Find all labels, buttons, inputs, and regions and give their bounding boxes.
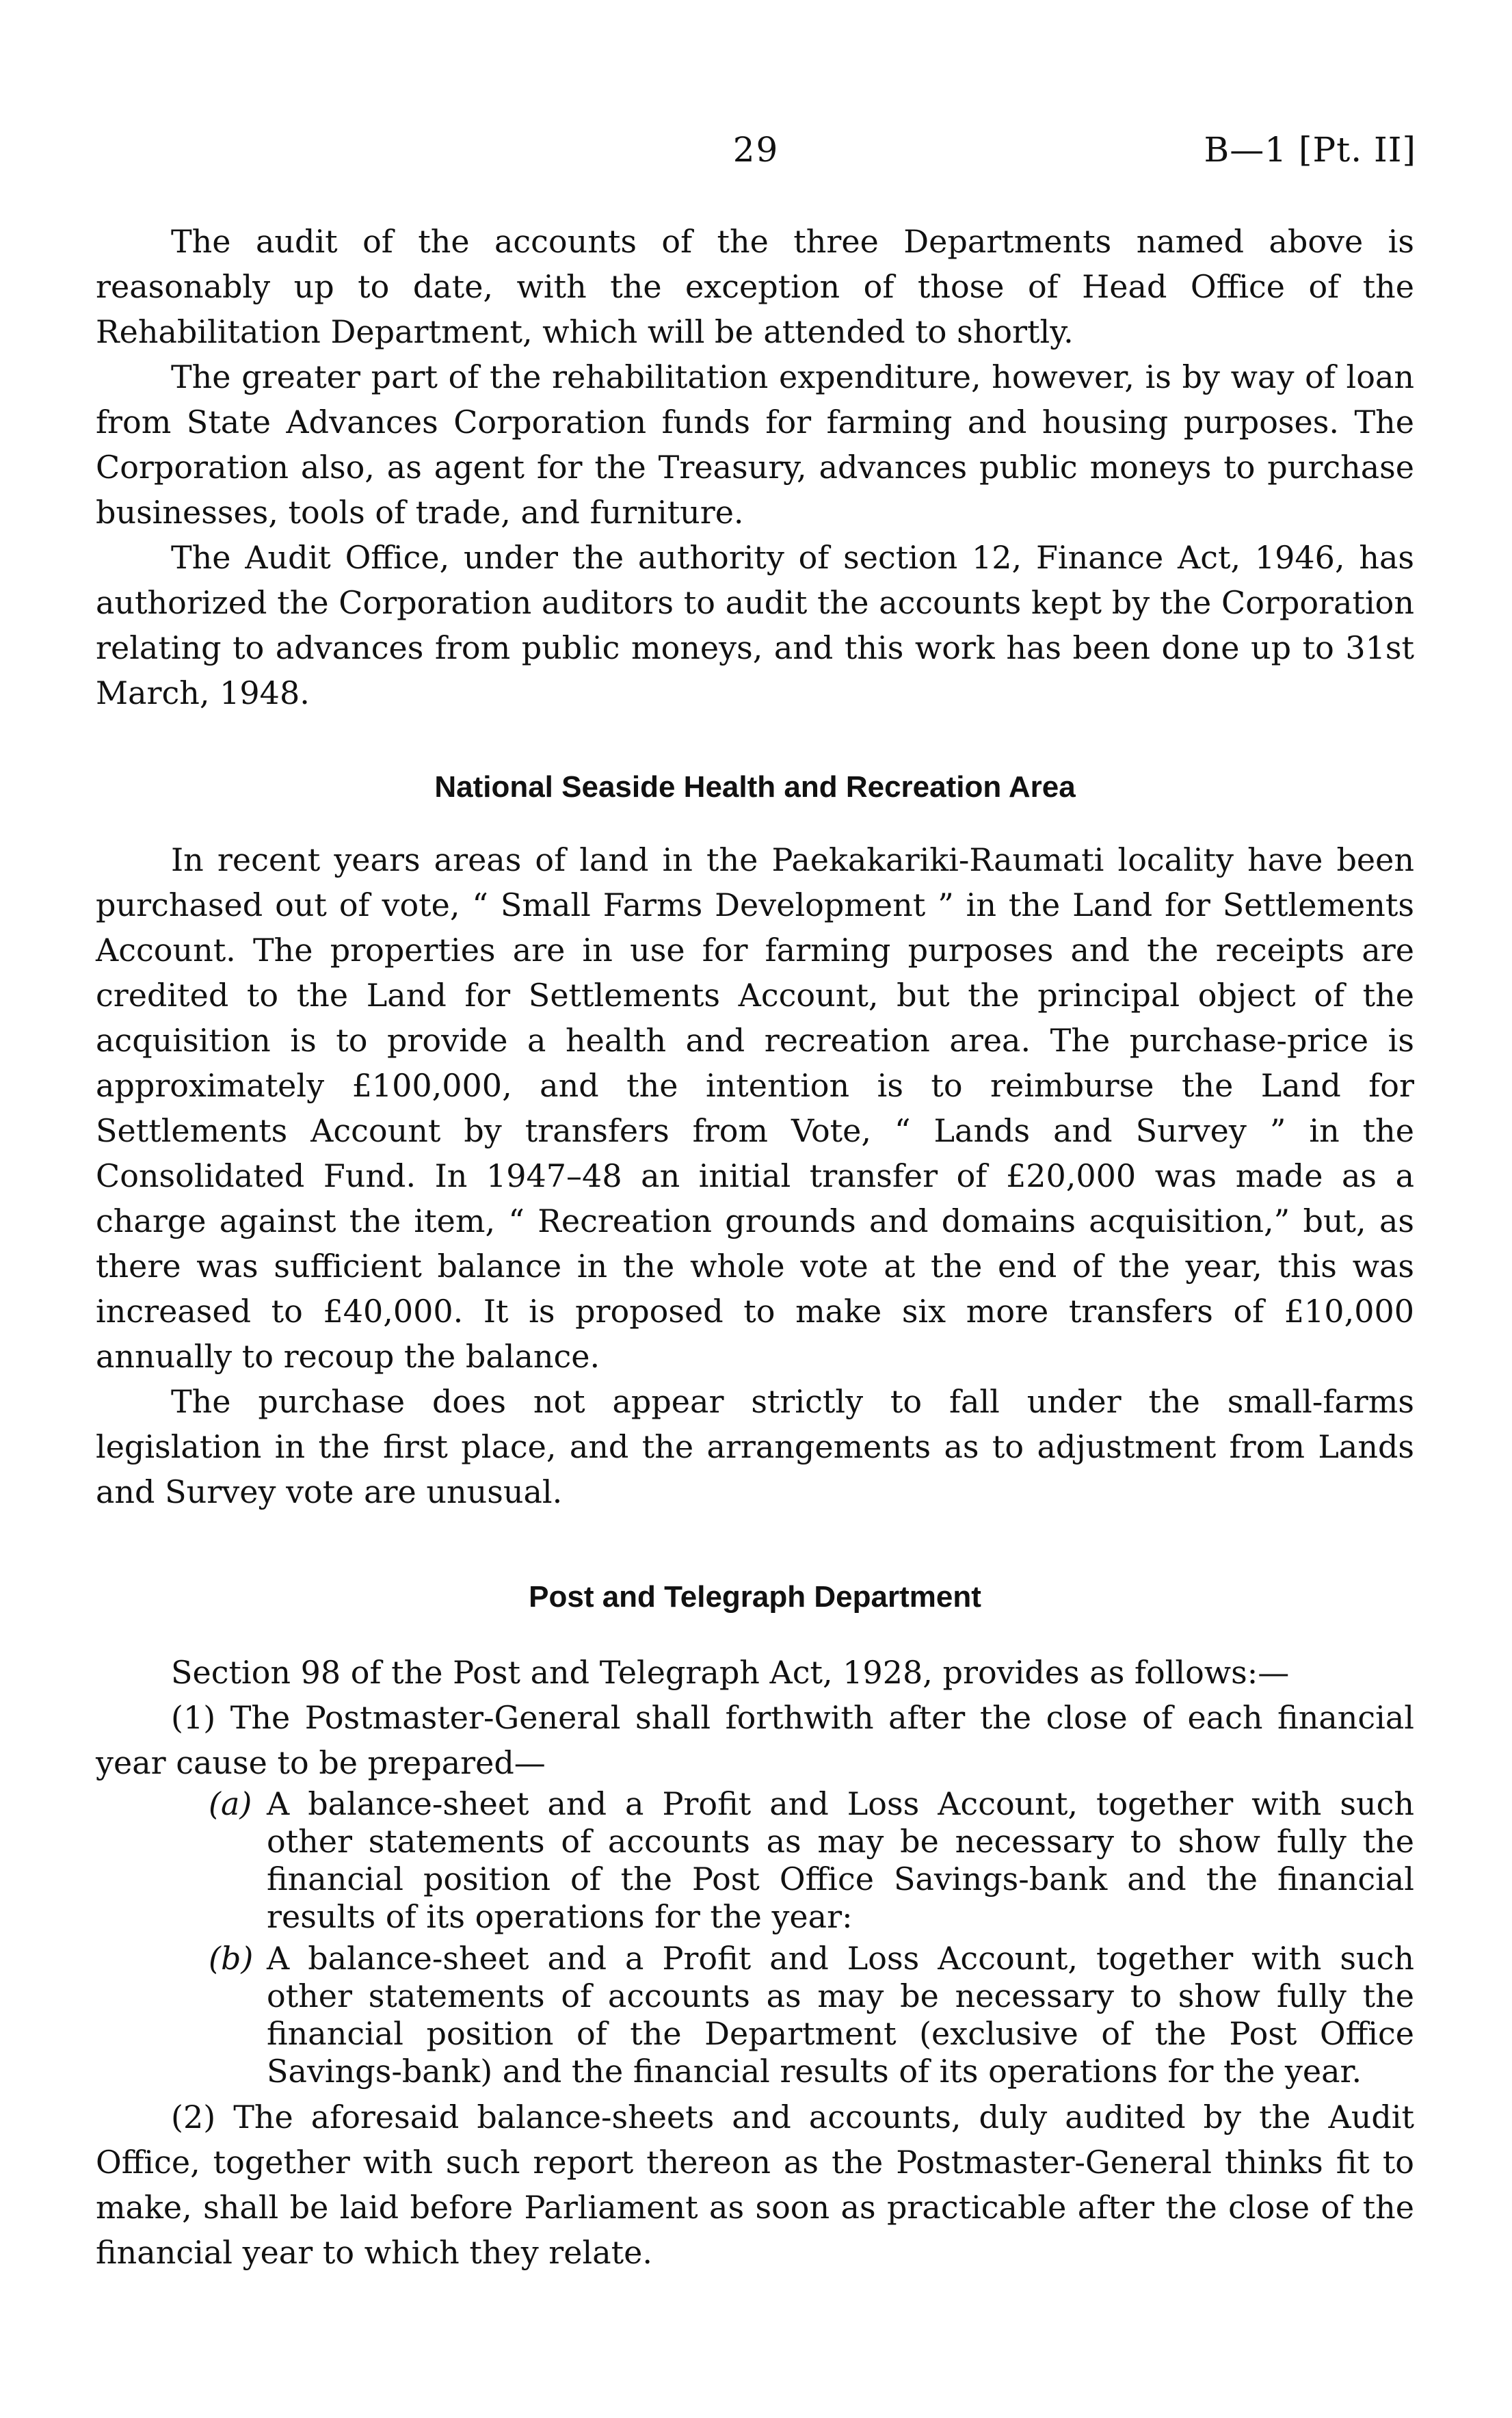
document-body	[96, 219, 1414, 2275]
subclause-b	[96, 1940, 1414, 2090]
page-header	[96, 130, 1416, 178]
page-number: 29	[732, 130, 780, 170]
subclause-a-text: A balance-sheet and a Profit and Loss Account, together with such other statements of accounts as may be necessary to show fully the financial position of the Post Office Savings-bank and the financial results of its operations for the year:	[267, 1785, 1414, 1935]
paragraph: In recent years areas of land in the Paekakariki-Raumati locality have been purchased out of vote, “ Small Farms Development ” in the Land for Settlements Account. The properties are in use for farming purposes and the receipts are credited to the Land for Settlements Account, but the principal object of the acquisition is to provide a health and recreation area. The purchase-price is approximately £100,000, and the intention is to reimburse the Land for Settlements Account by transfers from Vote, “ Lands and Survey ” in the Consolidated Fund. In 1947–48 an initial transfer of £20,000 was made as a charge against the item, “ Recreation grounds and domains acquisition,” but, as there was sufficient balance in the whole vote at the end of the year, this was increased to £40,000. It is proposed to make six more transfers of £10,000 annually to recoup the balance.	[96, 841, 1414, 1375]
paragraph: The Audit Office, under the authority of section 12, Finance Act, 1946, has authorized the Corporation auditors to audit the accounts kept by the Corporation relating to advances from public moneys, and this work has been done up to 31st March, 1948.	[96, 539, 1414, 711]
running-head: B—1 [Pt. II]	[1204, 130, 1416, 170]
subclause-a	[96, 1785, 1414, 1936]
paragraph: The purchase does not appear strictly to fall under the small-farms legislation in the first place, and the arrangements as to adjustment from Lands and Survey vote are unusual.	[96, 1383, 1414, 1510]
subclause-b-label: (b)	[209, 1940, 254, 1977]
clause-1: (1) The Postmaster-General shall forthwith after the close of each financial year cause to be prepared—	[96, 1699, 1414, 1781]
subclause-a-label: (a)	[209, 1785, 252, 1822]
paragraph: Section 98 of the Post and Telegraph Act, 1928, provides as follows:—	[171, 1654, 1290, 1691]
paragraph: The greater part of the rehabilitation expenditure, however, is by way of loan from State Advances Corporation funds for farming and housing purposes. The Corporation also, as agent for the Treasury, advances public moneys to purchase businesses, tools of trade, and furniture.	[96, 358, 1414, 531]
clause-2: (2) The aforesaid balance-sheets and accounts, duly audited by the Audit Office, together with such report thereon as the Postmaster-General thinks fit to make, shall be laid before Parliament as soon as practicable after the close of the financial year to which they relate.	[96, 2099, 1414, 2271]
section-heading: National Seaside Health and Recreation Area	[434, 770, 1076, 804]
subclause-b-text: A balance-sheet and a Profit and Loss Account, together with such other statements of accounts as may be necessary to show fully the financial position of the Department (exclusive of the Post Office Savings-bank) and the financial results of its operations for the year.	[267, 1940, 1414, 2090]
section-heading: Post and Telegraph Department	[529, 1580, 981, 1614]
paragraph: The audit of the accounts of the three Departments named above is reasonably up to date, with the exception of those of Head Office of the Rehabilitation Department, which will be attended to shortly.	[96, 223, 1414, 350]
